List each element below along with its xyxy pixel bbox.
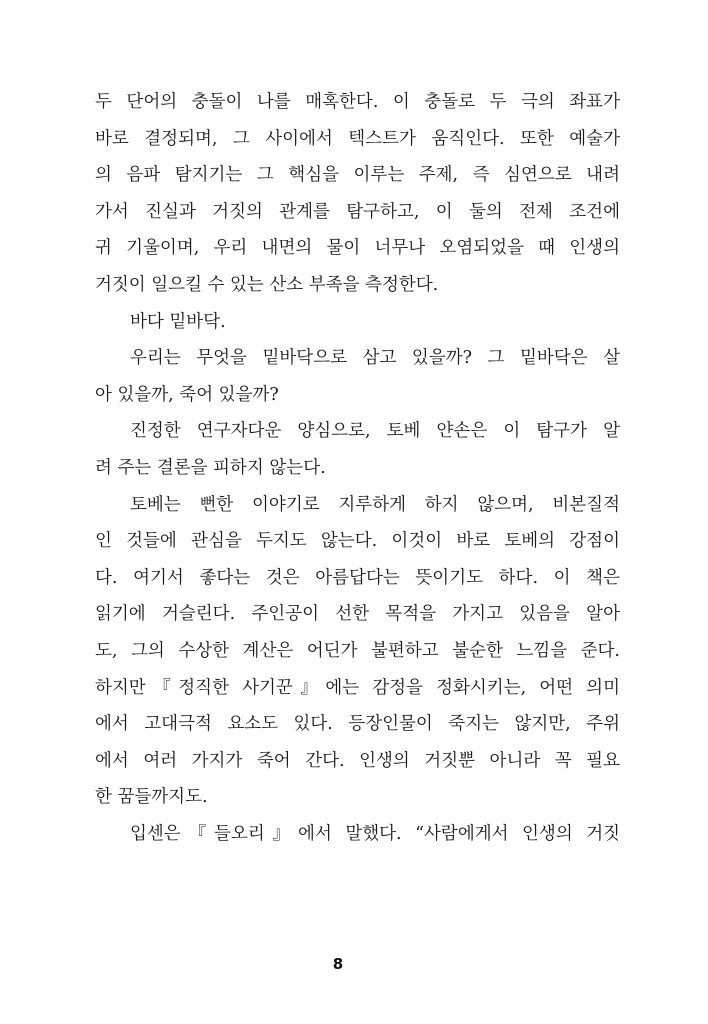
text-line: 거짓이 일으킬 수 있는 산소 부족을 측정한다. — [95, 274, 439, 295]
text-line: 진정한 연구자다운 양심으로, 토베 얀손은 이 탐구가 알 — [130, 421, 620, 442]
text-line: 다. 여기서 좋다는 것은 아름답다는 뜻이기도 하다. 이 책은 — [95, 567, 620, 588]
body-text — [95, 84, 620, 852]
text-line: 읽기에 거슬린다. 주인공이 선한 목적을 가지고 있음을 알아 — [95, 604, 620, 625]
text-line: 토베는 뻔한 이야기로 지루하게 하지 않으며, 비본질적 — [130, 494, 620, 515]
text-line: 에서 고대극적 요소도 있다. 등장인물이 죽지는 않지만, 주위 — [95, 714, 620, 735]
page-number: 8 — [332, 955, 344, 973]
text-line: 한 꿈들까지도. — [95, 787, 208, 808]
text-line: 가서 진실과 거짓의 관계를 탐구하고, 이 둘의 전제 조건에 — [95, 201, 620, 222]
text-line: 하지만『정직한 사기꾼』에는 감정을 정화시키는, 어떤 의미 — [95, 677, 620, 698]
text-line: 우리는 무엇을 밑바닥으로 삼고 있을까? 그 밑바닥은 살 — [130, 348, 620, 369]
text-line: 두 단어의 충돌이 나를 매혹한다. 이 충돌로 두 극의 좌표가 — [95, 92, 620, 112]
text-line: 인 것들에 관심을 두지도 않는다. 이것이 바로 토베의 강점이 — [95, 531, 620, 552]
text-line: 려 주는 결론을 피하지 않는다. — [95, 457, 326, 478]
text-line: 바로 결정되며, 그 사이에서 텍스트가 움직인다. 또한 예술가 — [95, 128, 620, 149]
text-line: 에서 여러 가지가 죽어 간다. 인생의 거짓뿐 아니라 꼭 필요 — [95, 750, 620, 771]
text-line: 아 있을까, 죽어 있을까? — [95, 384, 279, 405]
text-line: 입센은『들오리』에서 말했다. “사람에게서 인생의 거짓 — [130, 823, 620, 844]
text-line: 도, 그의 수상한 계산은 어딘가 불편하고 불순한 느낌을 준다. — [95, 640, 620, 661]
text-line: 의 음파 탐지기는 그 핵심을 이루는 주제, 즉 심연으로 내려 — [95, 165, 620, 186]
text-line: 바다 밑바닥. — [130, 311, 226, 332]
text-line: 귀 기울이며, 우리 내면의 물이 너무나 오염되었을 때 인생의 — [95, 238, 620, 259]
